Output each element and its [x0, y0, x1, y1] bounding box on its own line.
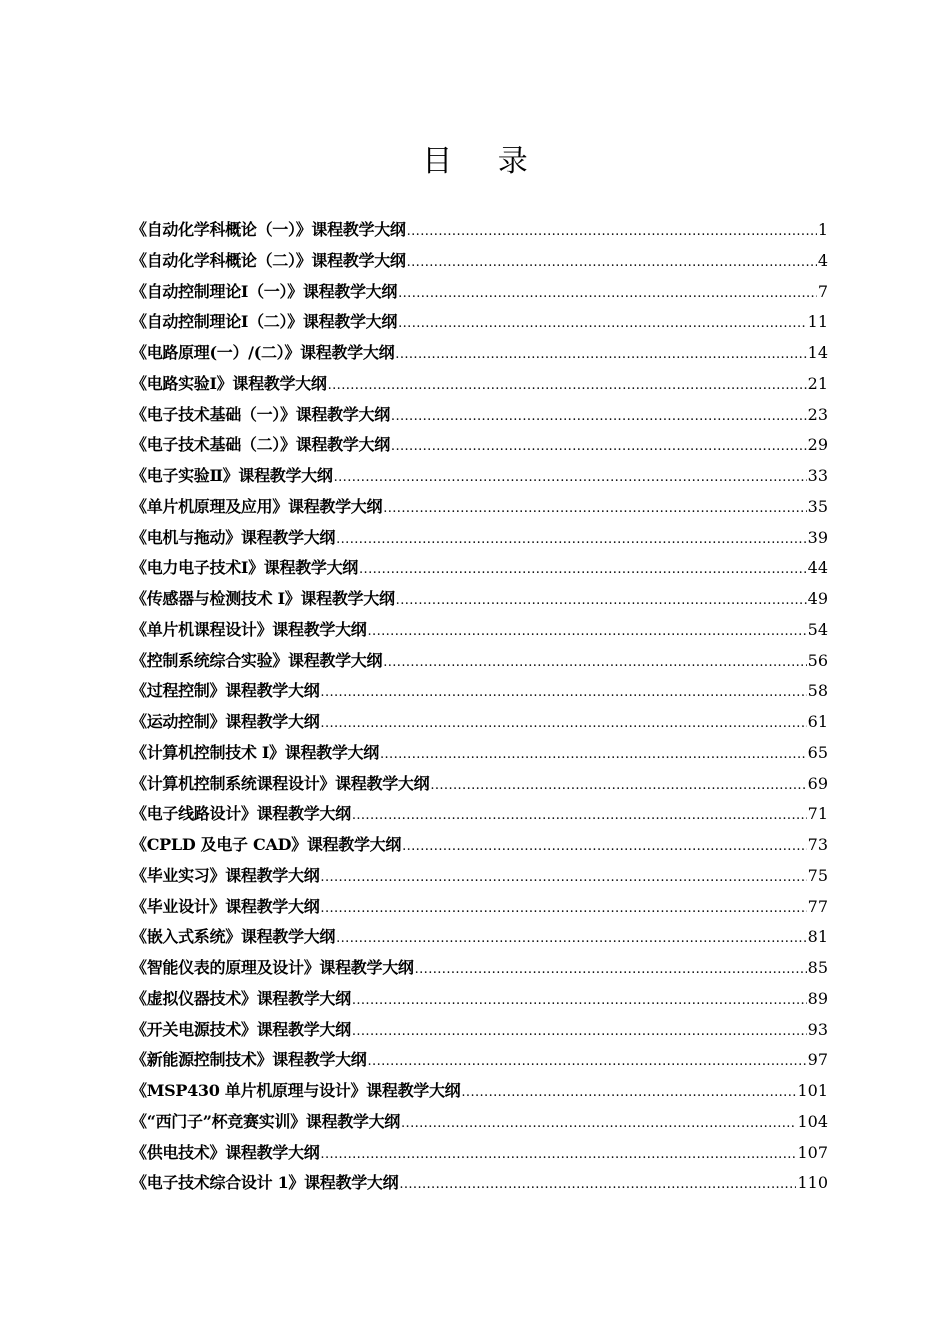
toc-entry[interactable] [131, 615, 828, 646]
toc-entry-title: 《电子技术基础（一）》课程教学大纲 [131, 404, 390, 424]
toc-entry[interactable] [131, 861, 828, 892]
toc-entry-page-number: 49 [807, 589, 828, 608]
dot-leader [383, 648, 806, 679]
toc-entry-page-number: 107 [797, 1142, 828, 1162]
dot-leader [399, 1170, 796, 1201]
toc-entry-page-number: 69 [807, 773, 828, 793]
toc-entry-page-number: 101 [797, 1081, 828, 1100]
toc-entry[interactable] [131, 1138, 828, 1169]
toc-entry-page-number: 1 [817, 220, 828, 239]
toc-entry-page-number: 4 [817, 250, 828, 270]
toc-entry-title: 《传感器与检测技术 I》课程教学大纲 [131, 589, 395, 608]
toc-entry-page-number: 56 [807, 650, 828, 670]
dot-leader [320, 863, 806, 894]
dot-leader [359, 555, 807, 586]
toc-entry[interactable] [131, 369, 828, 400]
toc-entry-title: 《电子技术综合设计 1》课程教学大纲 [131, 1173, 399, 1193]
toc-entry-title: 《供电技术》课程教学大纲 [131, 1142, 320, 1162]
toc-entry[interactable] [131, 1015, 828, 1046]
toc-entry-page-number: 75 [807, 865, 828, 885]
page-title: 目 录 [422, 144, 546, 179]
toc-entry[interactable] [131, 215, 828, 246]
toc-entry-title: 《新能源控制技术》课程教学大纲 [131, 1050, 367, 1070]
dot-leader [402, 832, 807, 863]
toc-entry-title: 《电力电子技术Ⅰ》课程教学大纲 [131, 558, 358, 578]
dot-leader [368, 617, 807, 648]
toc-entry-title: 《“西门子”杯竞赛实训》课程教学大纲 [131, 1111, 401, 1131]
toc-entry[interactable] [131, 984, 828, 1015]
dot-leader [391, 402, 807, 433]
toc-entry-page-number: 73 [807, 835, 828, 854]
toc-entry[interactable] [131, 707, 828, 738]
toc-entry-page-number: 81 [807, 927, 828, 947]
toc-entry-page-number: 77 [807, 896, 828, 916]
toc-entry[interactable] [131, 892, 828, 923]
toc-entry-title: 《MSP430 单片机原理与设计》课程教学大纲 [131, 1081, 461, 1100]
toc-entry-title: 《嵌入式系统》课程教学大纲 [131, 927, 336, 947]
toc-entry[interactable] [131, 523, 828, 554]
toc-entry-title: 《自动化学科概论（二）》课程教学大纲 [131, 250, 406, 270]
toc-entry-page-number: 104 [797, 1111, 828, 1131]
toc-entry-page-number: 85 [807, 958, 828, 977]
toc-entry-title: 《CPLD 及电子 CAD》课程教学大纲 [131, 835, 402, 854]
dot-leader [320, 678, 806, 709]
dot-leader [395, 340, 806, 371]
dot-leader [383, 494, 806, 525]
toc-entry-title: 《毕业设计》课程教学大纲 [131, 896, 320, 916]
toc-entry-title: 《电机与拖动》课程教学大纲 [131, 527, 336, 547]
toc-entry-page-number: 89 [807, 988, 828, 1008]
dot-leader [334, 463, 807, 494]
toc-entry-title: 《控制系统综合实验》课程教学大纲 [131, 650, 383, 670]
toc-entry-title: 《运动控制》课程教学大纲 [131, 712, 320, 731]
toc-entry-page-number: 58 [807, 681, 828, 701]
toc-entry[interactable] [131, 1045, 828, 1076]
toc-entry[interactable] [131, 277, 828, 308]
toc-entry-page-number: 11 [807, 312, 828, 332]
dot-leader [320, 1140, 796, 1171]
toc-entry-title: 《自动控制理论Ⅰ（二）》课程教学大纲 [131, 312, 398, 332]
dot-leader [401, 1109, 796, 1140]
toc-entry-page-number: 23 [807, 404, 828, 424]
toc-entry[interactable] [131, 676, 828, 707]
toc-entry[interactable] [131, 307, 828, 338]
dot-leader [398, 279, 817, 310]
toc-entry[interactable] [131, 246, 828, 277]
toc-entry[interactable] [131, 1107, 828, 1138]
dot-leader [380, 740, 807, 771]
toc-entry[interactable] [131, 400, 828, 431]
toc-entry[interactable] [131, 1168, 828, 1199]
toc-entry-title: 《单片机原理及应用》课程教学大纲 [131, 496, 383, 516]
toc-entry-title: 《虚拟仪器技术》课程教学大纲 [131, 988, 351, 1008]
dot-leader [430, 771, 806, 802]
toc-entry[interactable] [131, 430, 828, 461]
toc-entry[interactable] [131, 769, 828, 800]
dot-leader [396, 586, 807, 617]
toc-entry-page-number: 44 [807, 558, 828, 578]
dot-leader [407, 217, 817, 248]
toc-entry-title: 《自动化学科概论（一）》课程教学大纲 [131, 220, 406, 239]
toc-entry-title: 《电路实验Ⅰ》课程教学大纲 [131, 373, 327, 393]
toc-entry-title: 《计算机控制技术 I》课程教学大纲 [131, 742, 379, 762]
toc-entry-title: 《开关电源技术》课程教学大纲 [131, 1019, 351, 1039]
toc-entry-page-number: 93 [807, 1019, 828, 1039]
toc-entry-page-number: 97 [807, 1050, 828, 1070]
toc-entry-page-number: 33 [807, 466, 828, 485]
dot-leader [320, 709, 806, 740]
toc-entry[interactable] [131, 584, 828, 615]
toc-entry-page-number: 29 [807, 435, 828, 455]
toc-entry-title: 《智能仪表的原理及设计》课程教学大纲 [131, 958, 414, 977]
toc-entry[interactable] [131, 953, 828, 984]
dot-leader [352, 801, 807, 832]
toc-list [131, 215, 828, 1199]
toc-entry-title: 《电子技术基础（二）》课程教学大纲 [131, 435, 390, 455]
toc-entry[interactable] [131, 738, 828, 769]
toc-entry-page-number: 71 [807, 804, 828, 824]
dot-leader [352, 1017, 807, 1048]
toc-entry[interactable] [131, 553, 828, 584]
toc-entry[interactable] [131, 922, 828, 953]
toc-entry-page-number: 61 [807, 712, 828, 731]
toc-entry-page-number: 14 [807, 343, 828, 362]
toc-entry-title: 《电子实验Ⅱ》课程教学大纲 [131, 466, 333, 485]
toc-entry-title: 《计算机控制系统课程设计》课程教学大纲 [131, 773, 430, 793]
dot-leader [328, 371, 807, 402]
dot-leader [461, 1078, 796, 1109]
toc-entry[interactable] [131, 461, 828, 492]
toc-entry-page-number: 54 [807, 619, 828, 639]
toc-entry-title: 《单片机课程设计》课程教学大纲 [131, 619, 367, 639]
dot-leader [391, 432, 807, 463]
toc-entry-page-number: 21 [807, 373, 828, 393]
toc-entry[interactable] [131, 830, 828, 861]
toc-entry-page-number: 39 [807, 527, 828, 547]
toc-entry-title: 《毕业实习》课程教学大纲 [131, 865, 320, 885]
toc-entry-page-number: 35 [807, 496, 828, 516]
dot-leader [336, 924, 807, 955]
toc-entry-title: 《电路原理(一）/(二）》课程教学大纲 [131, 343, 395, 362]
dot-leader [320, 894, 806, 925]
toc-entry-title: 《过程控制》课程教学大纲 [131, 681, 320, 701]
toc-entry[interactable] [131, 646, 828, 677]
dot-leader [407, 248, 817, 279]
toc-entry[interactable] [131, 1076, 828, 1107]
toc-entry[interactable] [131, 338, 828, 369]
dot-leader [415, 955, 807, 986]
dot-leader [368, 1047, 807, 1078]
dot-leader [398, 309, 807, 340]
toc-entry-title: 《电子线路设计》课程教学大纲 [131, 804, 351, 824]
dot-leader [336, 525, 807, 556]
toc-entry[interactable] [131, 492, 828, 523]
toc-entry-page-number: 65 [807, 742, 828, 762]
toc-entry-page-number: 7 [817, 281, 828, 301]
toc-entry-title: 《自动控制理论Ⅰ（一）》课程教学大纲 [131, 281, 398, 301]
toc-entry[interactable] [131, 799, 828, 830]
toc-entry-page-number: 110 [797, 1173, 828, 1193]
dot-leader [352, 986, 807, 1017]
